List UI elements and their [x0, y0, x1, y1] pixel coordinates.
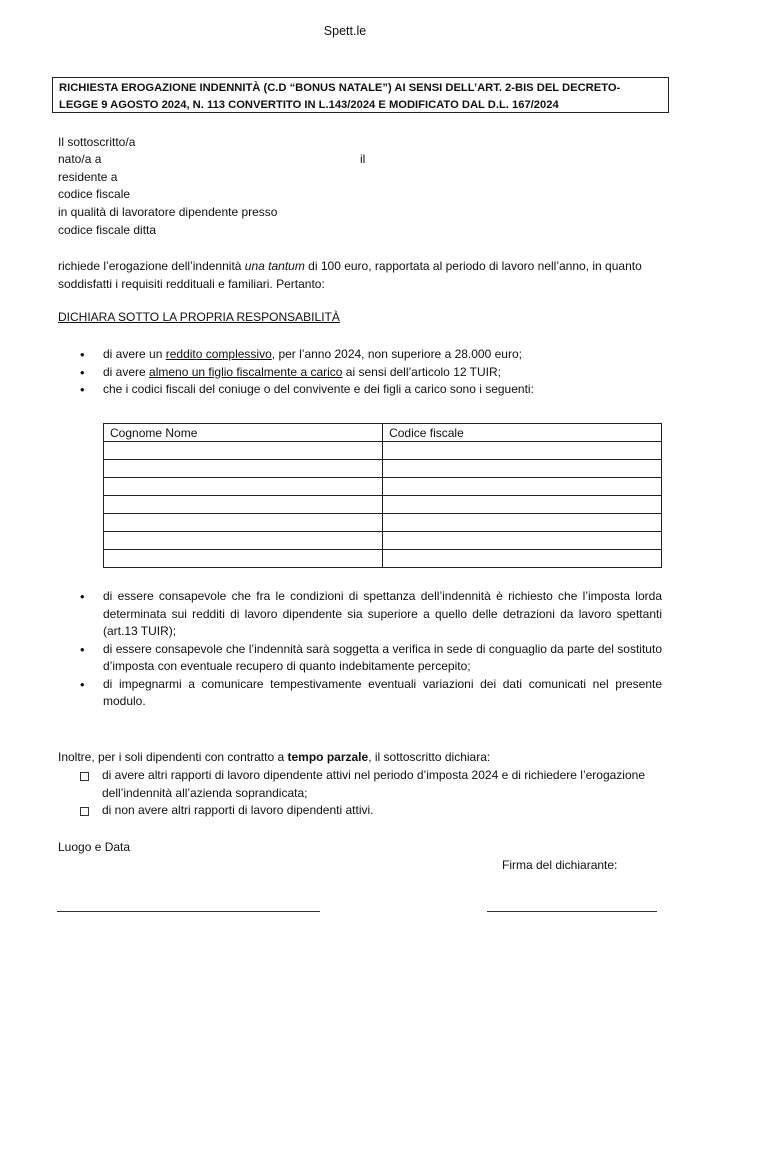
bullet-icon: • [80, 589, 85, 604]
cell-codice-fiscale[interactable] [383, 532, 662, 550]
cell-codice-fiscale[interactable] [383, 514, 662, 532]
table-row [104, 460, 662, 478]
cell-cognome-nome[interactable] [104, 460, 383, 478]
table-row [104, 478, 662, 496]
table-row [104, 532, 662, 550]
field-qualita: in qualità di lavoratore dipendente presso [58, 205, 278, 219]
cell-cognome-nome[interactable] [104, 514, 383, 532]
field-cf-ditta: codice fiscale ditta [58, 223, 157, 237]
declaration-list-1 [58, 346, 662, 399]
list-item: • di avere un reddito complessivo, per l’anno 2024, non superiore a 28.000 euro; [80, 347, 522, 362]
bullet-icon: • [80, 364, 85, 380]
underlined-text: almeno un figlio fiscalmente a carico [149, 364, 343, 379]
signature-line [487, 911, 657, 912]
cell-codice-fiscale[interactable] [383, 478, 662, 496]
column-header-cognome-nome: Cognome Nome [104, 424, 383, 442]
table-row [104, 514, 662, 532]
addressee-label: Spett.le [323, 24, 367, 38]
luogo-data-line [57, 911, 320, 912]
request-text-1: richiede l’erogazione dell’indennità [58, 259, 245, 273]
firma-label: Firma del dichiarante: [502, 858, 618, 872]
table-row [104, 442, 662, 460]
request-italic: una tantum [244, 259, 305, 273]
list-item: • che i codici fiscali del coniuge o del convivente e dei figli a carico sono i seguenti: [80, 382, 534, 397]
cell-codice-fiscale[interactable] [383, 460, 662, 478]
title-line-1: RICHIESTA EROGAZIONE INDENNITÀ (C.D “BONUS NATALE”) AI SENSI DELL’ART. 2-BIS DEL DECRETO- [59, 82, 621, 94]
title-line-2: LEGGE 9 AGOSTO 2024, N. 113 CONVERTITO IN L.143/2024 E MODIFICATO DAL D.L. 167/2024 [59, 99, 559, 111]
cell-cognome-nome[interactable] [104, 550, 383, 568]
bullet-icon: • [80, 382, 85, 397]
checkbox-icon[interactable] [80, 807, 89, 816]
field-nato: nato/a a [58, 152, 102, 166]
cell-codice-fiscale[interactable] [383, 550, 662, 568]
field-sottoscritto: Il sottoscritto/a [58, 135, 136, 149]
field-residente: residente a [58, 170, 118, 184]
checkbox-icon[interactable] [80, 772, 89, 781]
bullet-icon: • [80, 641, 85, 657]
cell-cognome-nome[interactable] [104, 496, 383, 514]
option-altri-rapporti: di avere altri rapporti di lavoro dipendente attivi nel periodo d’imposta 2024 e di richiedere l’erogazione dell’indennità all’azienda soprandicata; [58, 767, 662, 802]
cell-cognome-nome[interactable] [104, 442, 383, 460]
list-item: • di impegnarmi a comunicare tempestivamente eventuali variazioni dei dati comunicati nel presente modulo. [80, 676, 662, 708]
parttime-options [58, 767, 662, 820]
bullet-icon: • [80, 347, 85, 362]
luogo-data-label: Luogo e Data [58, 840, 131, 854]
declaration-heading: DICHIARA SOTTO LA PROPRIA RESPONSABILITÀ [58, 310, 340, 324]
cell-codice-fiscale[interactable] [383, 496, 662, 514]
cell-cognome-nome[interactable] [104, 532, 383, 550]
list-item: • di avere almeno un figlio fiscalmente a carico ai sensi dell’articolo 12 TUIR; [80, 364, 501, 380]
field-codice-fiscale: codice fiscale [58, 187, 131, 201]
cell-codice-fiscale[interactable] [383, 442, 662, 460]
list-item: • di essere consapevole che fra le condizioni di spettanza dell’indennità è richiesto che l’imposta lorda determinata sui redditi di lavoro dipendente sia superiore a quello delle detrazioni da lavoro spettanti (art.13 TUIR); [80, 589, 662, 638]
column-header-codice-fiscale: Codice fiscale [383, 424, 662, 442]
table-row [104, 550, 662, 568]
bullet-icon: • [80, 676, 85, 692]
list-item: • di essere consapevole che l’indennità sarà soggetta a verifica in sede di conguaglio da parte del sostituto d’imposta con eventuale recupero di quanto indebitamente percepito; [80, 641, 662, 673]
underlined-text: reddito complessivo [165, 347, 272, 361]
request-text-2: di 100 euro, rapportata al periodo di lavoro nell’anno, in quanto soddisfatti i requisiti reddituali e familiari. Pertanto: [58, 259, 642, 291]
cell-cognome-nome[interactable] [104, 478, 383, 496]
parttime-intro: Inoltre, per i soli dipendenti con contratto a tempo parzale, il sottoscritto dichiara: [58, 750, 491, 764]
bold-text: tempo parzale [287, 750, 369, 764]
request-paragraph [58, 258, 664, 293]
option-nessun-rapporto: di non avere altri rapporti di lavoro dipendenti attivi. [58, 802, 662, 820]
declaration-list-2 [58, 588, 662, 711]
dependents-table [103, 423, 662, 568]
field-il: il [360, 152, 366, 166]
document-title [52, 77, 669, 113]
table-row [104, 496, 662, 514]
